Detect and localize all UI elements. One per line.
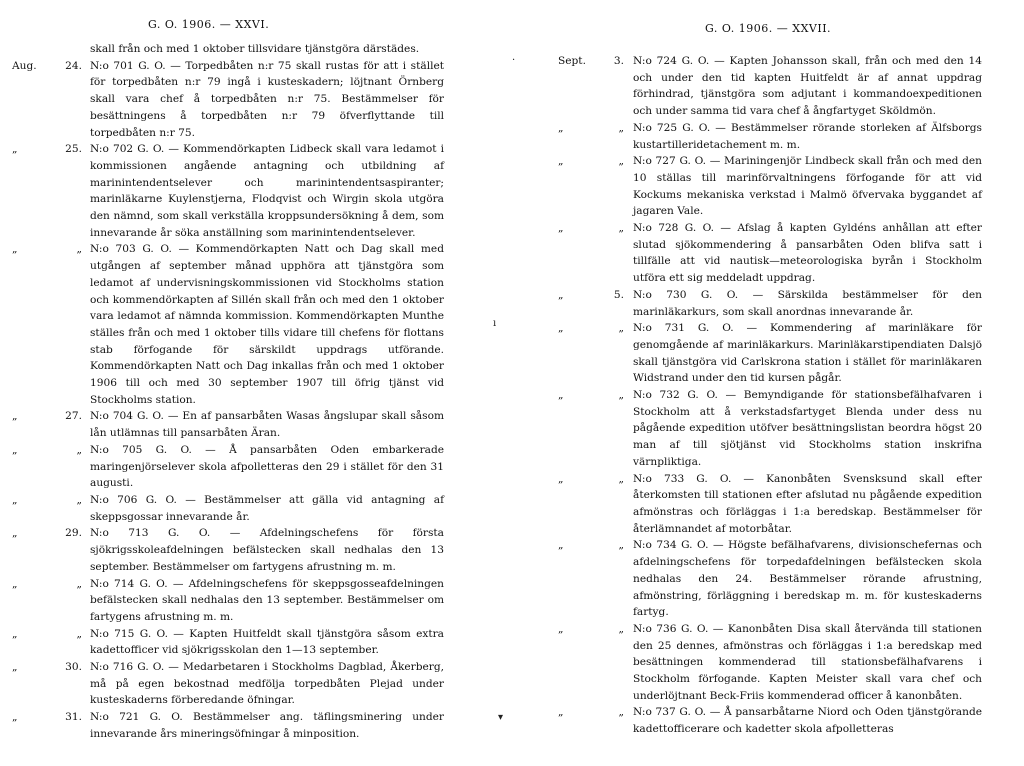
entry-row — [0, 525, 470, 575]
entry-day: 25. — [65, 143, 82, 156]
entry-row — [0, 41, 470, 58]
entry-day: 29. — [65, 527, 82, 540]
entry-text: N:o 716 G. O. — Medarbetaren i Stockholms Dagblad, Åkerberg, må på egen bekostnad medfölja torpedbåten Plejad under kusteskaderns förberedande öfningar. — [90, 661, 444, 707]
entry-day: „ — [618, 121, 624, 134]
entry-month: „ — [12, 527, 18, 540]
entry-day: „ — [618, 622, 624, 635]
entry-day: „ — [76, 243, 82, 256]
entry-month: „ — [558, 322, 564, 335]
entry-month: „ — [12, 577, 18, 590]
entry-text: N:o 737 G. O. — Å pansarbåtarne Niord och Oden tjänstgörande kadettofficerare och kadetter skola afpolletteras — [633, 706, 982, 736]
entry-row — [0, 576, 470, 626]
entry-month: „ — [558, 539, 564, 552]
entry-month: „ — [12, 143, 18, 156]
entry-text: N:o 702 G. O. — Kommendörkapten Lidbeck skall vara ledamot i kommissionen angående antagning och utbildning af marinintendentselever och marinintendentsaspiranter; marinläkarne Kuylenstjerna, Flodqvist och Wirgin skola utgöra den nämnd, som skall verkställa kroppsundersökning å dem, som innevarande år söka anställning som marinintendentselever. — [90, 143, 444, 239]
entry-day: „ — [76, 493, 82, 506]
entry-row — [500, 621, 1024, 705]
entry-day: 30. — [65, 661, 82, 674]
entry-day: 3. — [613, 55, 624, 67]
entry-month: „ — [12, 493, 18, 506]
entry-row — [500, 120, 1024, 153]
entry-day: „ — [618, 155, 624, 168]
entry-row — [0, 709, 470, 742]
gutter-mark: ▾ — [498, 712, 504, 723]
entry-month: „ — [558, 472, 564, 485]
entry-month: „ — [12, 661, 18, 674]
entry-row — [0, 626, 470, 659]
entry-row — [0, 659, 470, 709]
entry-day: „ — [618, 472, 624, 485]
entry-month: „ — [558, 121, 564, 134]
entry-row — [500, 287, 1024, 320]
entry-day: „ — [618, 706, 624, 719]
left-page-header: G. O. 1906. — XXVI. — [148, 18, 270, 31]
entry-text: N:o 733 G. O. — Kanonbåten Svensksund skall efter återkomsten till stationen efter afslutad nu pågående expedition afmönstras och förläggas i 1:a beredskap. Bestämmelser för återlämnandet af motorbåtar. — [633, 472, 982, 535]
entry-row — [500, 153, 1024, 220]
entry-month: Aug. — [12, 59, 37, 72]
entry-row — [500, 53, 1024, 120]
entry-row — [0, 492, 470, 525]
entry-day: „ — [618, 222, 624, 235]
entry-month: Sept. — [558, 55, 586, 67]
entry-row — [500, 537, 1024, 621]
entry-text: N:o 713 G. O. — Afdelningschefens för första sjökrigsskoleafdelningen befälstecken skall nedhalas den 13 september. Bestämmelser om fartygens afrustning m. m. — [90, 527, 444, 573]
entry-day: 27. — [65, 410, 82, 423]
entry-day: „ — [76, 577, 82, 590]
entry-text: N:o 728 G. O. — Afslag å kapten Gyldéns anhållan att efter slutad sjökommendering å pansarbåten Oden blifva satt i tillfälle att vid nautisk—meteorologiska byrån i Stockholm utföra ett sig meddeladt uppdrag. — [633, 222, 982, 285]
left-page — [0, 0, 470, 766]
entry-month: „ — [12, 711, 18, 724]
entry-day: 24. — [65, 59, 82, 72]
entry-month: „ — [12, 627, 18, 640]
entry-text: N:o 703 G. O. — Kommendörkapten Natt och Dag skall med utgången af september månad upphöra att tjänstgöra som ledamot af undervisningskommissionen vid Stockholms station och kommendörkapten af Sillén skall från och med den 1 oktober vara ledamot af nämnda kommission. Kommendörkapten Munthe ställes från och med 1 oktober tills vidare till chefens för flottans stab förfogande för särskildt uppdrags utförande. Kommendörkapten Natt och Dag inkallas från och med 1 oktober 1906 till och med 30 september 1907 till öfrig tjänst vid Stockholms station. — [90, 243, 444, 406]
entry-text: N:o 732 G. O. — Bemyndigande för stationsbefälhafvaren i Stockholm att å verkstadsfartyget Blenda under dess nu pågående expedition utöfver besättningslistan beordra högst 20 man af till sjötjänst vid Stockholms station inskrifna värnpliktiga. — [633, 389, 982, 468]
entry-month: „ — [12, 243, 18, 256]
entry-text: N:o 736 G. O. — Kanonbåten Disa skall återvända till stationen den 25 dennes, afmönstras och förläggas i 1:a beredskap med besättningen kommenderad till stationsbefälhafvarens i Stockholm förfogande. Kapten Meister skall vara chef och underlöjtnant Beck-Friis kommenderad officer å kanonbåten. — [633, 622, 982, 702]
left-entry-list — [0, 41, 470, 743]
gutter-mark: · — [512, 55, 516, 66]
entry-month: „ — [558, 389, 564, 402]
entry-row — [500, 704, 1024, 737]
entry-month: „ — [558, 288, 564, 301]
entry-text: N:o 730 G. O. — Särskilda bestämmelser för den marinläkarkurs, som skall anordnas innevarande år. — [633, 288, 982, 318]
entry-text: N:o 705 G. O. — Å pansarbåten Oden embarkerade maringenjörselever skola afpolletteras den 29 i stället för den 31 augusti. — [90, 443, 444, 490]
entry-month: „ — [12, 410, 18, 423]
gutter-mark: ı — [493, 318, 497, 329]
entry-day: 5. — [613, 288, 624, 301]
entry-row — [500, 320, 1024, 387]
entry-text: N:o 706 G. O. — Bestämmelser att gälla vid antagning af skeppsgossar innevarande år. — [90, 493, 444, 523]
entry-text: N:o 715 G. O. — Kapten Huitfeldt skall tjänstgöra såsom extra kadettofficer vid sjökrigsskolan den 1—13 september. — [90, 627, 444, 657]
entry-text: N:o 714 G. O. — Afdelningschefens för skeppsgosseafdelningen befälstecken skall nedhalas den 13 september. Bestämmelser om fartygens afrustning m. m. — [90, 577, 444, 623]
right-entry-list — [500, 53, 1024, 738]
right-page — [500, 0, 1024, 766]
entry-text: N:o 724 G. O. — Kapten Johansson skall, från och med den 14 och under den tid kapten Huitfeldt är af annat uppdrag förhindrad, tjänstgöra som adjutant i kommandoexpeditionen och under samma tid vara chef å ångfartyget Sköldmön. — [633, 55, 982, 118]
entry-text: N:o 727 G. O. — Mariningenjör Lindbeck skall från och med den 10 ställas till marinförvaltningens förfogande för att vid Kockums mekaniska verkstad i Malmö öfvervaka byggandet af jagaren Vale. — [633, 155, 982, 218]
entry-row — [0, 241, 470, 408]
entry-row — [0, 442, 470, 492]
right-page-header: G. O. 1906. — XXVII. — [705, 22, 832, 35]
entry-row — [0, 58, 470, 142]
entry-text: N:o 734 G. O. — Högste befälhafvarens, divisionschefernas och afdelningschefens för torpedafdelningen befälstecken skola nedhalas den 24. Bestämmelser rörande afrustning, afmönstring, förläggning i beredskap m. m. för kusteskaderns fartyg. — [633, 539, 982, 619]
entry-month: „ — [558, 155, 564, 168]
entry-text: N:o 701 G. O. — Torpedbåten n:r 75 skall rustas för att i stället för torpedbåten n:r 79 ingå i kusteskadern; löjtnant Örnberg skall vara chef å torpedbåten n:r 75. Bestämmelser för besättningens å torpedbåten n:r 79 öfverflyttande till torpedbåten n:r 75. — [90, 59, 444, 139]
entry-row — [500, 471, 1024, 538]
entry-month: „ — [558, 222, 564, 235]
entry-row — [500, 387, 1024, 471]
entry-day: „ — [618, 539, 624, 552]
entry-day: „ — [76, 443, 82, 456]
entry-month: „ — [12, 443, 18, 456]
entry-month: „ — [558, 622, 564, 635]
entry-row — [0, 408, 470, 441]
entry-month: „ — [558, 706, 564, 719]
entry-row — [0, 141, 470, 241]
entry-text: N:o 721 G. O. Bestämmelser ang. täflingsminering under innevarande års mineringsöfningar å minposition. — [90, 711, 444, 740]
entry-day: „ — [76, 627, 82, 640]
entry-row — [500, 220, 1024, 287]
entry-text: N:o 725 G. O. — Bestämmelser rörande storleken af Älfsborgs kustartilleridetachement m. m. — [633, 121, 982, 151]
entry-day: 31. — [65, 711, 82, 724]
entry-text: N:o 731 G. O. — Kommendering af marinläkare för genomgående af marinläkarkurs. Marinläkarstipendiaten Dalsjö skall tjänstgöra vid Carlskrona station i stället för marinläkaren Widstrand under den tid kursen pågår. — [633, 322, 982, 385]
entry-text: N:o 704 G. O. — En af pansarbåten Wasas ångslupar skall såsom lån utlämnas till pansarbåten Äran. — [90, 410, 444, 440]
entry-text: skall från och med 1 oktober tillsvidare tjänstgöra därstädes. — [90, 43, 420, 55]
entry-day: „ — [618, 322, 624, 335]
entry-day: „ — [618, 389, 624, 402]
